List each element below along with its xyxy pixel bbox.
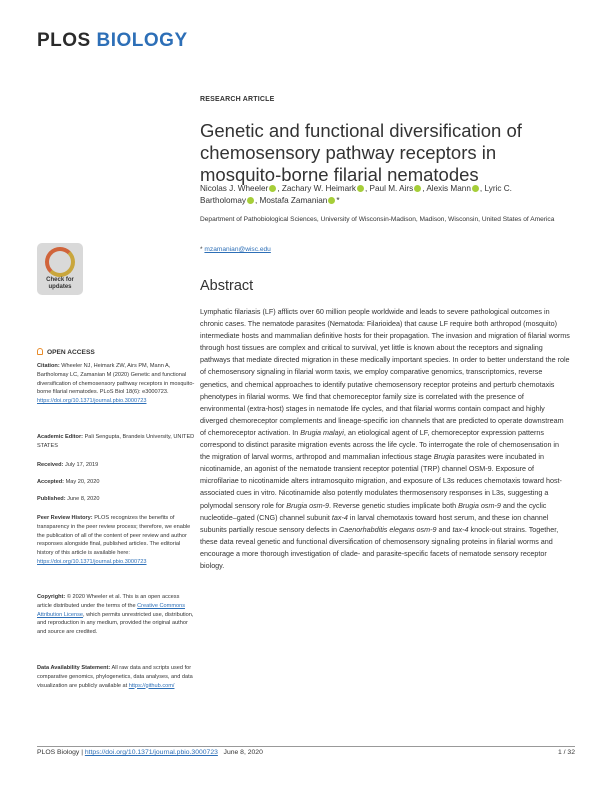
peer-review-link[interactable]: https://doi.org/10.1371/journal.pbio.3000723 (37, 558, 147, 565)
citation-block (37, 362, 195, 406)
abstract-heading: Abstract (200, 278, 254, 294)
author-zamanian[interactable]: , Mostafa Zamanian (254, 196, 328, 205)
open-access-label (37, 348, 95, 356)
author-bartholomay[interactable]: , Lyric C. Bartholomay (200, 184, 512, 205)
data-availability-text: All raw data and scripts used for comparative genomics, phylogenetics, data analyses, and data visualization are publicly available at (37, 665, 193, 689)
published-date: June 8, 2020 (65, 496, 100, 502)
footer-doi-link[interactable]: https://doi.org/10.1371/journal.pbio.3000723 (84, 749, 218, 756)
article-type: RESEARCH ARTICLE (200, 96, 275, 103)
page-number: 1 / 32 (557, 749, 575, 756)
copyright-text-a: © 2020 Wheeler et al. This is an open access article distributed under the terms of the (37, 594, 180, 609)
article-title: Genetic and functional diversification of chemosensory pathway receptors in mosquito-borne filarial nematodes (200, 120, 522, 186)
orcid-icon[interactable] (414, 185, 421, 192)
footer (37, 749, 263, 756)
editor-block (37, 433, 195, 451)
abstract-text: , an etiological agent of LF, chemoreceptor expression patterns correspond to distinct parasite migration events across the life cycle. To interrogate the role of chemosensation in the migration of larval worms, arthropod and mammalian infectious stage (200, 427, 560, 462)
abstract-text: parasites were incubated in nicotinamide, an agonist of the nematode transient receptor potential (TRP) channel OSM-9. Exposure of microfilariae to nicotinamide alters intramosquito migration, and exposure of L3s reduces chemotaxis toward host-associated cues in vitro. Nicotinamide also potently modulates thermosensory responses in L3s, suggesting a polymodal sensory role for (200, 452, 562, 510)
accepted-block (37, 478, 195, 487)
citation-label: Citation: (37, 363, 60, 369)
author-wheeler[interactable]: Nicolas J. Wheeler (200, 184, 269, 193)
badge-line1: Check for (46, 277, 74, 283)
journal-logo (37, 30, 188, 52)
abstract-text: knock-out strains. Together, these data reveal genetic and functional diversification of chemosensory signaling proteins in filarial worms and encourage a more thorough investigation of clade- and parasite-specific facets of nematode sensory receptor biology. (200, 524, 559, 570)
editor-label: Academic Editor: (37, 434, 84, 440)
abstract-text: Lymphatic filariasis (LF) afflicts over 60 million people worldwide and leads to severe pathological outcomes in chronic cases. The nematode parasites (Nematoda: Filarioidea) that cause LF require both arthropod (mosquito) intermediate hosts and mammalian definitive hosts for their propagation. The invasion and migration of filarial worms through host tissues are complex and critical to survival, yet little is known about the receptors and signaling pathways that mediate directed migration in these medically important species. In order to better understand the role of chemosensory signaling in filarial worm taxis, we employ comparative genomics, transcriptomics, reverse genetics, and chemical approaches to identify putative chemosensory receptor proteins and perturb chemotaxis phenotypes in filarial worms. We find that chemoreceptor family size is correlated with the presence of environmental (extra-host) stages in nematode life cycles, and that filarial worms contain compact and highly diverged chemoreceptor complements and lineage-specific ion channels that are predicted to operate downstream of chemoreceptor activation. In (200, 307, 570, 437)
corr-email-link[interactable]: mzamanian@wisc.edu (204, 246, 271, 253)
footer-divider (37, 746, 575, 747)
data-availability-block (37, 664, 195, 690)
logo-plos: PLOS (37, 30, 91, 51)
gene-name: Brugia osm-9 (458, 500, 501, 510)
corr-marker: * (200, 246, 203, 253)
citation-doi-link[interactable]: https://doi.org/10.1371/journal.pbio.3000723 (37, 398, 147, 405)
badge-line2: updates (48, 284, 72, 290)
author-airs[interactable]: , Paul M. Airs (364, 184, 414, 193)
abstract-text: and (436, 524, 453, 534)
orcid-icon[interactable] (472, 185, 479, 192)
orcid-icon[interactable] (357, 185, 364, 192)
abstract-text: in larval chemotaxis toward host serum, and these ion channel subunits partially rescue sensory defects in (200, 512, 549, 534)
corresponding-marker: * (336, 196, 340, 205)
accepted-label: Accepted: (37, 479, 65, 485)
footer-date: June 8, 2020 (217, 749, 263, 756)
footer-journal: PLOS Biology | (37, 749, 85, 756)
update-icon (45, 247, 75, 277)
gene-name: tax-4 (452, 524, 469, 534)
peer-review-block (37, 514, 195, 567)
orcid-icon[interactable] (269, 185, 276, 192)
species-name: Brugia malayi (300, 427, 344, 437)
orcid-icon[interactable] (328, 197, 335, 204)
gene-name: tax-4 (331, 512, 348, 522)
logo-biology: BIOLOGY (96, 30, 188, 51)
author-heimark[interactable]: , Zachary W. Heimark (277, 184, 356, 193)
citation-text: Wheeler NJ, Heimark ZW, Airs PM, Mann A, Bartholomay LC, Zamanian M (2020) Genetic and functional diversification of chemosensory pathway receptors in mosquito-borne filarial nematodes. PLoS Biol 18(6): e3000723. (37, 363, 195, 396)
badge-text (37, 277, 83, 291)
copyright-label: Copyright: (37, 594, 66, 600)
published-block (37, 495, 195, 504)
orcid-icon[interactable] (247, 197, 254, 204)
published-label: Published: (37, 496, 66, 502)
license-link[interactable]: Creative Commons Attribution License (37, 602, 185, 618)
open-access-text: OPEN ACCESS (47, 349, 95, 356)
copyright-text-b: , which permits unrestricted use, distribution, and reproduction in any medium, provided the original author and source are credited. (37, 611, 194, 636)
abstract-text: and the cyclic nucleotide–gated (CNG) channel subunit (200, 500, 547, 522)
affiliation: Department of Pathobiological Sciences, University of Wisconsin-Madison, Madison, Wisconsin, United States of America (200, 216, 555, 223)
abstract-text: . Reverse genetic studies implicate both (329, 500, 459, 510)
peer-review-text: PLOS recognizes the benefits of transparency in the peer review process; therefore, we enable the publication of all of the content of peer review and author responses alongside final, published articles. The editorial history of this article is available here: (37, 515, 191, 557)
copyright-block (37, 593, 195, 637)
open-lock-icon (37, 348, 43, 355)
author-mann[interactable]: , Alexis Mann (422, 184, 471, 193)
received-label: Received: (37, 462, 64, 468)
received-date: July 17, 2019 (63, 462, 99, 468)
editor-text: Pali Sengupta, Brandeis University, UNITED STATES (37, 434, 195, 449)
data-availability-label: Data Availability Statement: (37, 665, 111, 671)
species-name: Brugia (433, 452, 455, 462)
peer-review-label: Peer Review History: (37, 515, 93, 521)
abstract-body (200, 306, 570, 572)
correspondence (200, 246, 271, 253)
accepted-date: May 20, 2020 (64, 479, 100, 485)
check-for-updates-badge[interactable] (37, 243, 83, 295)
gene-name: Brugia osm-9 (286, 500, 330, 510)
author-list (200, 183, 560, 207)
gene-name: Caenorhabditis elegans osm-9 (339, 524, 437, 534)
github-link[interactable]: https://github.com/ (128, 682, 175, 689)
received-block (37, 461, 195, 470)
